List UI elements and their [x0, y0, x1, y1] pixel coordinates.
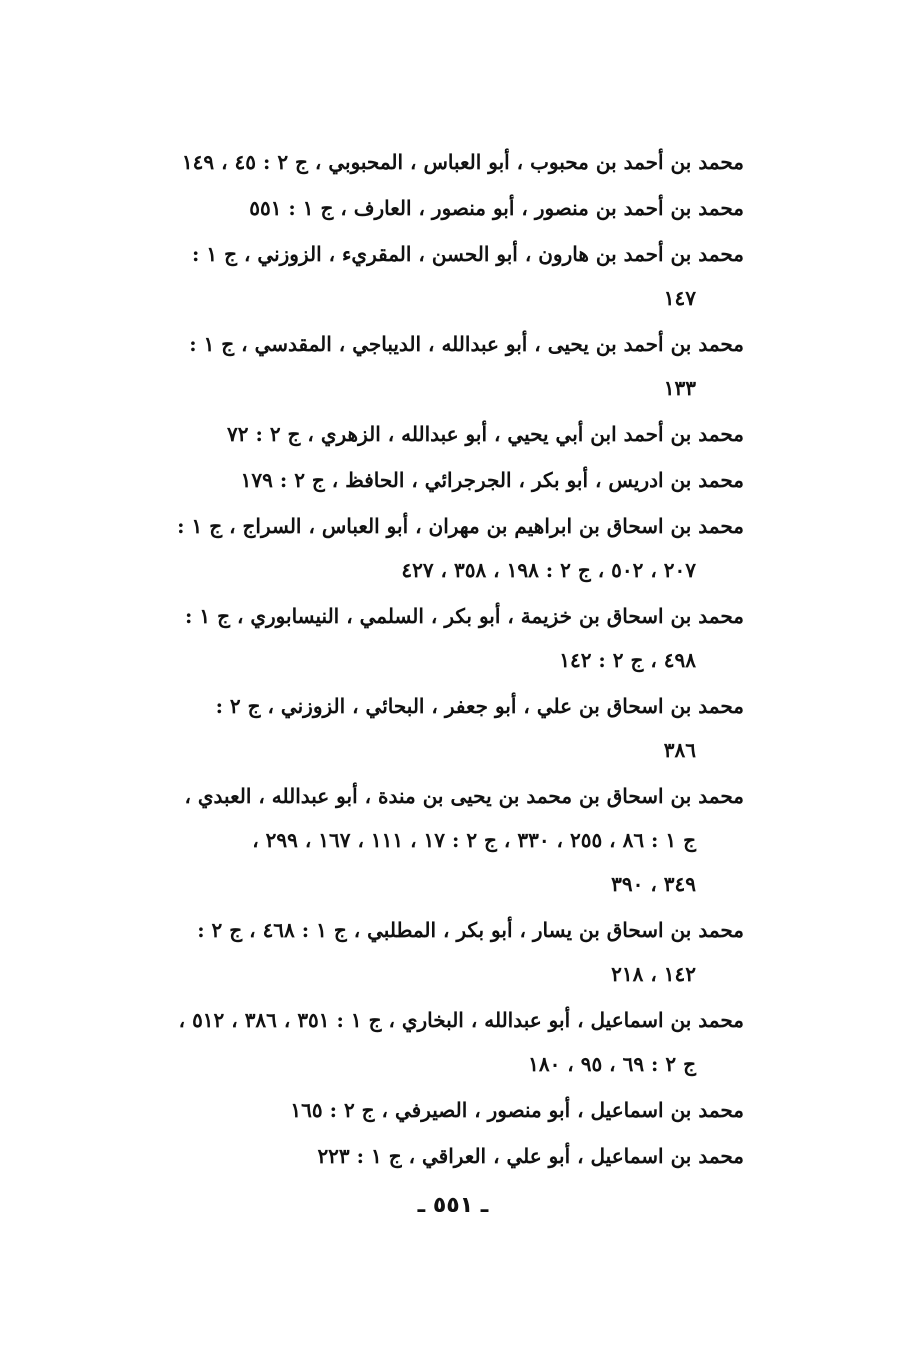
index-entry [100, 232, 744, 320]
index-entry [100, 458, 744, 502]
index-entry [100, 998, 744, 1086]
entry-line: محمد بن اسحاق بن علي ، أبو جعفر ، البحائي ، الزوزني ، ج ٢ : [215, 694, 744, 718]
entry-line: محمد بن اسحاق بن يسار ، أبو بكر ، المطلبي ، ج ١ : ٤٦٨ ، ج ٢ : [197, 918, 744, 942]
index-entry [100, 908, 744, 996]
index-entry [100, 1134, 744, 1178]
index-entry [100, 186, 744, 230]
entry-line: محمد بن اسماعيل ، أبو علي ، العراقي ، ج ١ : ٢٢٣ [317, 1144, 744, 1168]
entry-continuation: ج ٢ : ٦٩ ، ٩٥ ، ١٨٠ [528, 1052, 696, 1076]
entry-line: محمد بن أحمد بن منصور ، أبو منصور ، العارف ، ج ١ : ٥٥١ [249, 196, 744, 220]
index-entry [100, 684, 744, 772]
entry-continuation: ٣٤٩ ، ٣٩٠ [611, 872, 696, 896]
entry-line: محمد بن اسحاق بن محمد بن يحيى بن مندة ، أبو عبدالله ، العبدي ، [184, 784, 744, 808]
entry-line: محمد بن اسماعيل ، أبو عبدالله ، البخاري ، ج ١ : ٣٥١ ، ٣٨٦ ، ٥١٢ ، [178, 1008, 744, 1032]
index-entry [100, 1088, 744, 1132]
entry-line: محمد بن اسماعيل ، أبو منصور ، الصيرفي ، ج ٢ : ١٦٥ [290, 1098, 744, 1122]
entry-continuation: ٣٨٦ [663, 738, 696, 762]
entry-continuation: ١٤٧ [663, 286, 696, 310]
entry-continuation: ج ١ : ٨٦ ، ٢٥٥ ، ٣٣٠ ، ج ٢ : ١٧ ، ١١١ ، ١٦٧ ، ٢٩٩ ، [252, 828, 696, 852]
entry-line: محمد بن أحمد بن يحيى ، أبو عبدالله ، الديباجي ، المقدسي ، ج ١ : [189, 332, 744, 356]
index-entry [100, 140, 744, 184]
entry-line: محمد بن أحمد ابن أبي يحيي ، أبو عبدالله ، الزهري ، ج ٢ : ٧٢ [227, 422, 744, 446]
entry-continuation: ٤٩٨ ، ج ٢ : ١٤٢ [559, 648, 696, 672]
entry-line: محمد بن اسحاق بن ابراهيم بن مهران ، أبو العباس ، السراج ، ج ١ : [177, 514, 744, 538]
entry-continuation: ١٤٢ ، ٢١٨ [611, 962, 696, 986]
biographical-index-list [100, 140, 744, 1180]
entry-line: محمد بن اسحاق بن خزيمة ، أبو بكر ، السلمي ، النيسابوري ، ج ١ : [185, 604, 744, 628]
index-entry [100, 322, 744, 410]
index-entry [100, 412, 744, 456]
entry-continuation: ٢٠٧ ، ٥٠٢ ، ج ٢ : ١٩٨ ، ٣٥٨ ، ٤٢٧ [401, 558, 696, 582]
entry-continuation: ١٣٣ [663, 376, 696, 400]
entry-line: محمد بن أحمد بن محبوب ، أبو العباس ، المحبوبي ، ج ٢ : ٤٥ ، ١٤٩ [181, 150, 744, 174]
index-entry [100, 594, 744, 682]
index-entry [100, 774, 744, 906]
index-entry [100, 504, 744, 592]
entry-line: محمد بن أحمد بن هارون ، أبو الحسن ، المقريء ، الزوزني ، ج ١ : [192, 242, 744, 266]
entry-line: محمد بن ادريس ، أبو بكر ، الجرجرائي ، الحافظ ، ج ٢ : ١٧٩ [240, 468, 744, 492]
page-number: ـ ٥٥١ ـ [417, 1193, 489, 1218]
